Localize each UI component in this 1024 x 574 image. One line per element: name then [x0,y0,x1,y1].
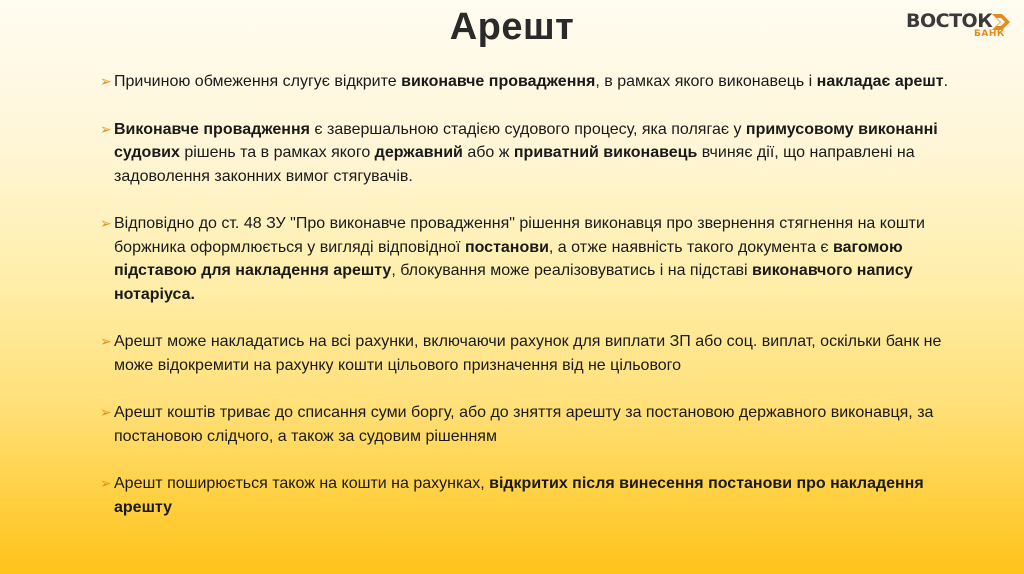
bullet-text: або ж [462,144,514,161]
logo-name: ВОСТОК [906,10,993,32]
bullet-item [100,118,980,189]
bold-text: виконавче провадження [401,73,596,90]
bold-text: державний [374,144,463,161]
bold-text: відкритих після винесення постанови про накладення арешту [114,475,924,516]
bold-text: Виконавче провадження [114,120,310,138]
bullet-text: Відповідно до ст. 48 ЗУ "Про виконавче провадження" рішення виконавця про звернення стягнення на кошти боржника оформлюється у вигляді відповідної [114,215,925,256]
bullet-list [100,70,980,543]
arrow-bullet-icon: ➢ [100,120,112,137]
arrow-bullet-icon: ➢ [100,73,112,89]
bullet-item [100,401,980,448]
bullet-text: , а отже наявність такого документа є [548,238,834,256]
bold-text: приватний виконавець [513,144,698,161]
bullet-text: Причиною обмеження слугує відкрите [114,73,402,90]
bullet-item [100,330,980,377]
arrow-bullet-icon: ➢ [100,215,112,231]
bullet-text: рішень та в рамках якого [179,144,375,161]
bold-text: постанови [464,238,549,256]
logo-subtitle: БАНК [974,29,1005,39]
bold-text: виконавчого напису нотаріуса. [114,262,913,303]
bullet-text: Арешт може накладатись на всі рахунки, включаючи рахунок для виплати ЗП або соц. виплат, оскільки банк не може відокремити на рахунку кошти цільового призначення від не цільового [114,333,942,374]
bullet-text: Арешт коштів триває до списання суми боргу, або до зняття арешту за постановою державного виконавця, за постановою слідчого, а також за судовим рішенням [114,404,934,445]
bold-text: вагомою підставою для накладення арешту [114,238,903,279]
bullet-text: , в рамках якого виконавець і [595,73,817,90]
arrow-bullet-icon: ➢ [100,404,112,420]
bold-text: накладає арешт [816,73,944,90]
bullet-text: є завершальною стадією судового процесу, яка полягає у [309,120,746,138]
arrow-bullet-icon: ➢ [100,333,112,349]
bullet-item [100,472,980,519]
bullet-text: вчиняє дії, що направлені на задоволення законних вимог стягувачів. [114,144,915,185]
bullet-item [100,212,980,306]
bullet-item [100,70,980,94]
bullet-text: Арешт поширюється також на кошти на рахунках, [114,475,490,492]
bold-text: примусовому виконанні судових [114,120,938,161]
slide-title: Арешт [449,6,575,48]
arrow-bullet-icon: ➢ [100,475,112,491]
bullet-text: , блокування може реалізовуватись і на підставі [391,262,753,279]
vostok-bank-logo [906,10,1014,42]
bullet-text: . [943,73,949,90]
